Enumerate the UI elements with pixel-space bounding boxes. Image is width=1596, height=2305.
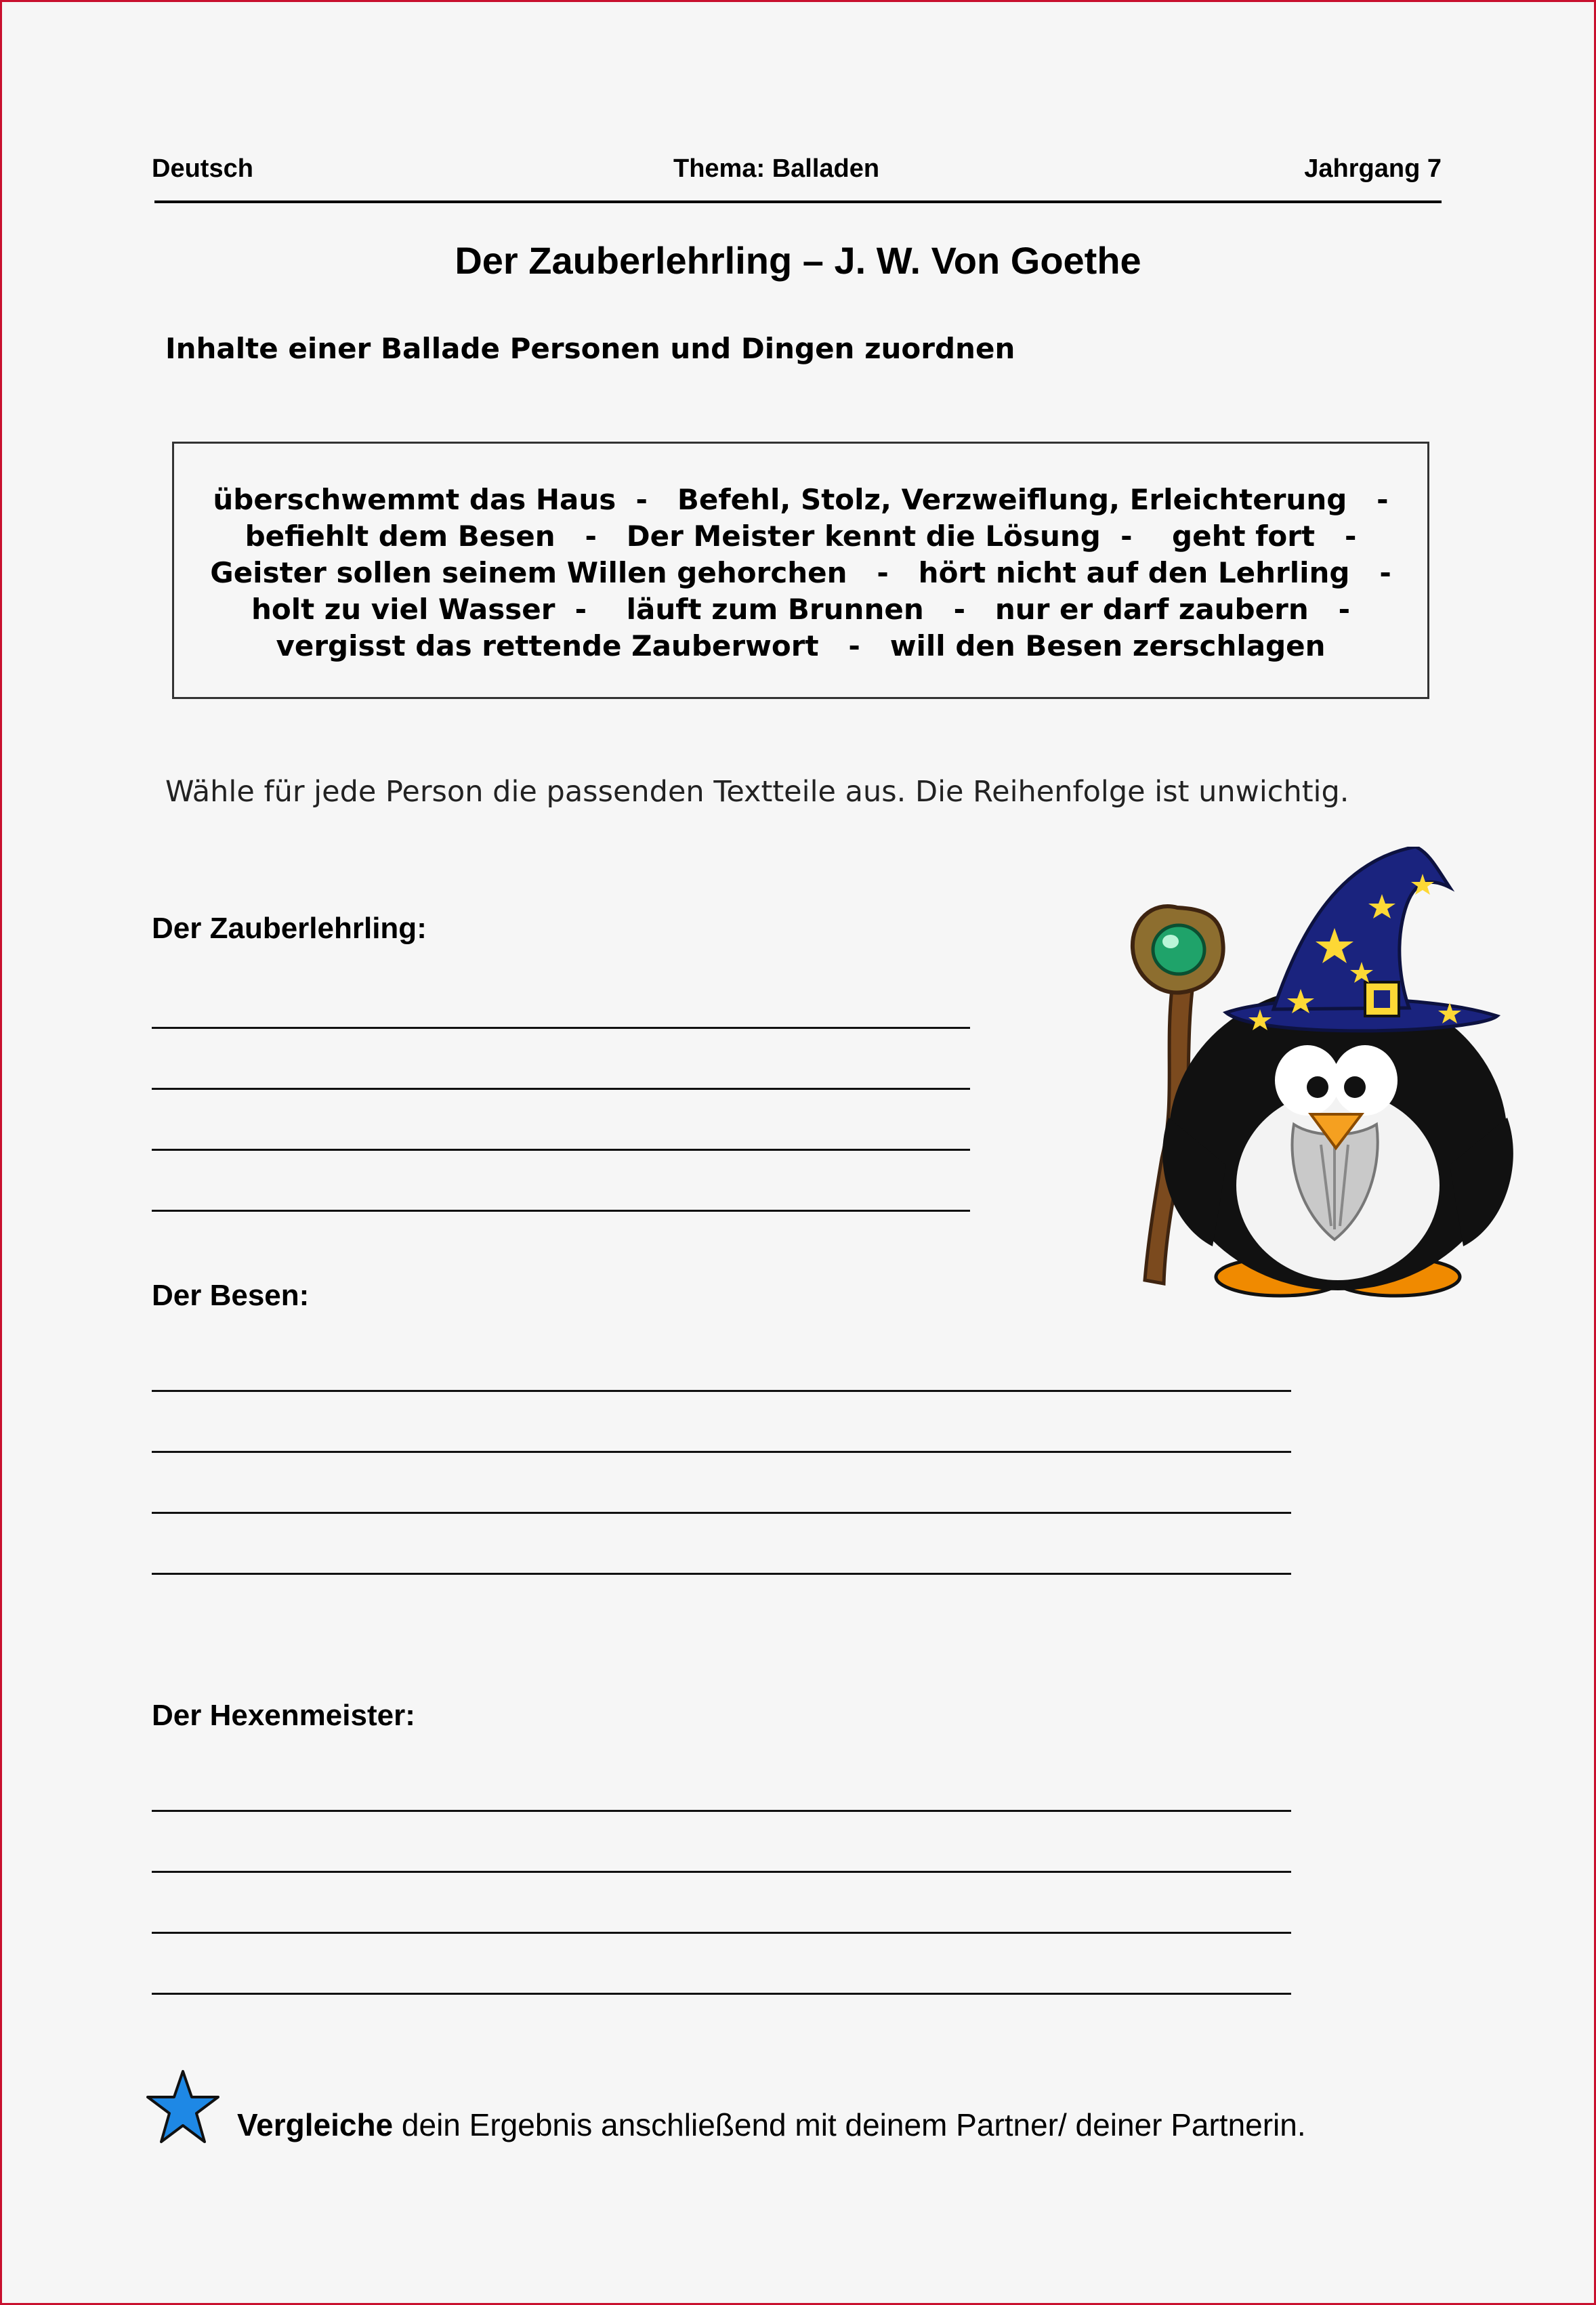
answer-line[interactable] <box>152 1512 1291 1514</box>
answer-line[interactable] <box>152 1871 1291 1873</box>
answer-line[interactable] <box>152 1451 1291 1453</box>
word-box <box>172 442 1429 699</box>
section-label-zauberlehrling: Der Zauberlehrling: <box>152 912 427 945</box>
answer-line[interactable] <box>152 1993 1291 1995</box>
section-label-besen: Der Besen: <box>152 1279 310 1312</box>
answer-line[interactable] <box>152 1027 970 1029</box>
answer-line[interactable] <box>152 1573 1291 1575</box>
answer-line[interactable] <box>152 1390 1291 1392</box>
header-grade: Jahrgang 7 <box>1304 154 1442 183</box>
word-box-line: überschwemmt das Haus - Befehl, Stolz, Verzweiflung, Erleichterung - <box>213 483 1389 516</box>
instruction-text: Wähle für jede Person die passenden Textteile aus. Die Reihenfolge ist unwichtig. <box>165 775 1349 809</box>
answer-line[interactable] <box>152 1810 1291 1812</box>
answer-line[interactable] <box>152 1088 970 1090</box>
header-subject: Deutsch <box>152 154 253 183</box>
compare-text: dein Ergebnis anschließend mit deinem Partner/ deiner Partnerin. <box>393 2107 1306 2142</box>
word-box-line: vergisst das rettende Zauberwort - will den Besen zerschlagen <box>276 629 1326 662</box>
word-box-line: Geister sollen seinem Willen gehorchen - hört nicht auf den Lehrling - <box>210 556 1391 589</box>
word-box-line: holt zu viel Wasser - läuft zum Brunnen - nur er darf zaubern - <box>251 593 1351 626</box>
answer-line[interactable] <box>152 1932 1291 1934</box>
word-box-line: befiehlt dem Besen - Der Meister kennt die Lösung - geht fort - <box>245 520 1357 553</box>
star-icon <box>146 2069 219 2147</box>
answer-line[interactable] <box>152 1210 970 1212</box>
answer-line[interactable] <box>152 1149 970 1151</box>
wizard-hat-icon <box>1226 847 1497 1031</box>
compare-instruction <box>237 2107 1306 2143</box>
compare-keyword: Vergleiche <box>237 2107 394 2142</box>
page-title: Der Zauberlehrling – J. W. Von Goethe <box>455 239 1141 282</box>
wizard-penguin-illustration <box>1097 847 1531 1300</box>
section-label-hexenmeister: Der Hexenmeister: <box>152 1699 415 1732</box>
header-topic: Thema: Balladen <box>673 154 880 183</box>
task-subtitle: Inhalte einer Ballade Personen und Dingen zuordnen <box>165 332 1015 365</box>
header-divider <box>154 200 1442 203</box>
